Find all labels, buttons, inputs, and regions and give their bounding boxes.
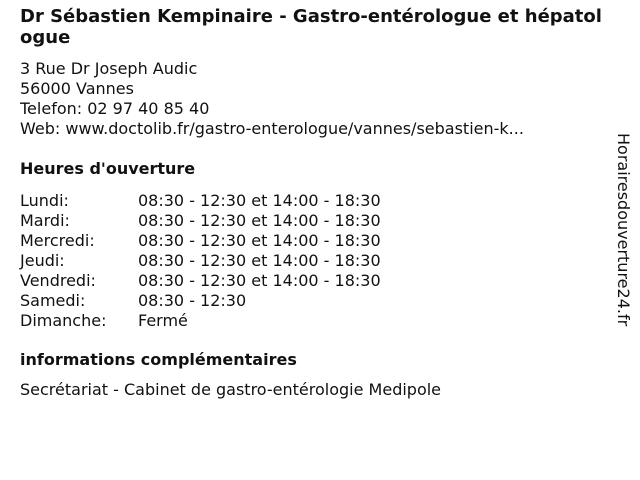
hours-time: Fermé (138, 311, 188, 330)
hours-row-sunday (20, 311, 610, 331)
address-street: 3 Rue Dr Joseph Audic (20, 59, 198, 78)
hours-row-monday (20, 191, 610, 211)
hours-day: Vendredi: (20, 271, 96, 290)
hours-time: 08:30 - 12:30 et 14:00 - 18:30 (138, 231, 381, 250)
hours-day: Mardi: (20, 211, 70, 230)
hours-day: Jeudi: (20, 251, 65, 270)
hours-time: 08:30 - 12:30 et 14:00 - 18:30 (138, 211, 381, 230)
hours-time: 08:30 - 12:30 et 14:00 - 18:30 (138, 271, 381, 290)
phone-number[interactable]: Telefon: 02 97 40 85 40 (20, 99, 210, 118)
hours-time: 08:30 - 12:30 et 14:00 - 18:30 (138, 251, 381, 270)
additional-info-text: Secrétariat - Cabinet de gastro-entérologie Medipole (20, 380, 442, 399)
hours-day: Dimanche: (20, 311, 107, 330)
website-link[interactable]: Web: www.doctolib.fr/gastro-enterologue/vannes/sebastien-k... (20, 119, 524, 138)
address-city: 56000 Vannes (20, 79, 134, 98)
business-card (20, 6, 610, 400)
page-title: Dr Sébastien Kempinaire - Gastro-entérologue et hépatologue (20, 6, 602, 48)
hours-row-friday (20, 271, 610, 291)
contact-block (20, 59, 610, 139)
hours-row-tuesday (20, 211, 610, 231)
hours-row-thursday (20, 251, 610, 271)
hours-row-wednesday (20, 231, 610, 251)
hours-day: Samedi: (20, 291, 86, 310)
opening-hours-heading: Heures d'ouverture (20, 159, 196, 178)
hours-day: Mercredi: (20, 231, 95, 250)
hours-time: 08:30 - 12:30 et 14:00 - 18:30 (138, 191, 381, 210)
hours-time: 08:30 - 12:30 (138, 291, 247, 310)
additional-info-heading: informations complémentaires (20, 350, 297, 369)
hours-row-saturday (20, 291, 610, 311)
brand-watermark: Horairesdouverture24.fr (614, 133, 633, 327)
opening-hours-table (20, 191, 610, 331)
hours-day: Lundi: (20, 191, 69, 210)
